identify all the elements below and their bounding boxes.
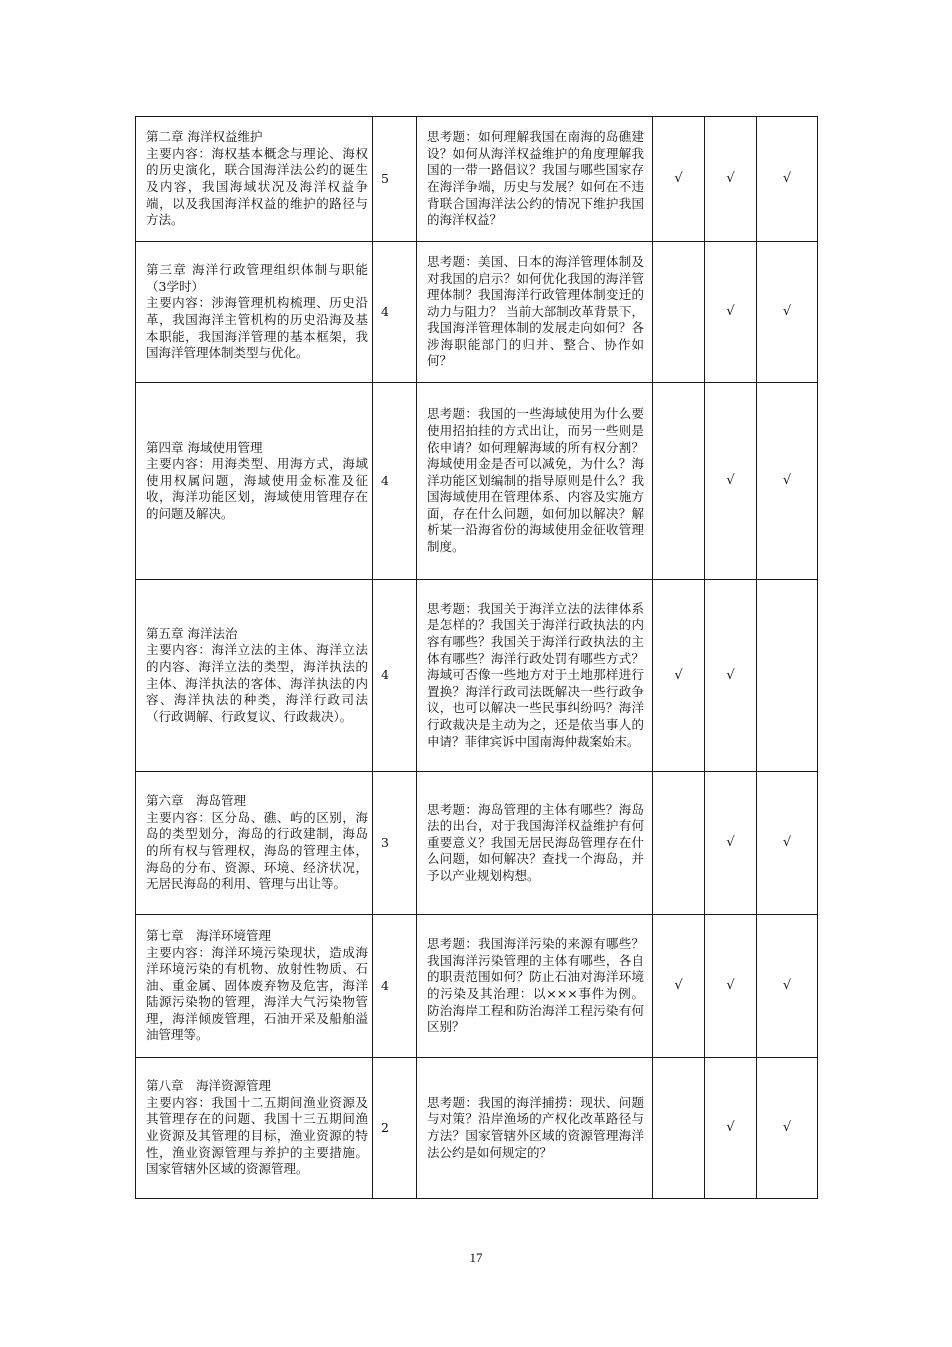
- hours-cell: 3: [373, 772, 417, 915]
- check-mark-cell: [757, 117, 818, 242]
- chapter-title: 第七章 海洋环境管理: [146, 927, 272, 943]
- check-mark-cell: [653, 1058, 705, 1199]
- check-mark: √: [726, 473, 735, 489]
- hours-cell: 4: [373, 383, 417, 580]
- check-mark: √: [726, 1120, 735, 1136]
- chapter-content: 主要内容：我国十二五期间渔业资源及其管理存在的问题、我国十三五期间渔业资源及其管理的目标，渔业资源的特性，渔业资源管理与养护的主要措施。国家管辖外区域的资源管理。: [146, 1094, 368, 1177]
- questions-cell: 思考题：我国的一些海域使用为什么要使用招拍挂的方式出让，而另一些则是依申请？如何理解海域的所有权分割？海域使用金是否可以减免，为什么？海洋功能区划编制的指导原则是什么？我国海域使用在管理体系、内容及实施方面，存在什么问题，如何加以解决？解析某一沿海省份的海域使用金征收管理制度。: [417, 383, 653, 580]
- chapter-cell: [136, 772, 373, 915]
- check-mark-cell: [705, 117, 757, 242]
- hours-cell: 4: [373, 915, 417, 1058]
- table-row: [136, 242, 818, 383]
- chapter-content: 主要内容：海权基本概念与理论、海权的历史演化，联合国海洋法公约的诞生及内容，我国海域状况及海洋权益争端，以及我国海洋权益的维护的路径与方法。: [146, 145, 368, 228]
- chapter-title: 第八章 海洋资源管理: [146, 1078, 272, 1094]
- table-row: [136, 772, 818, 915]
- hours-cell: 4: [373, 242, 417, 383]
- check-mark: √: [674, 667, 683, 683]
- page-number: 17: [469, 1250, 483, 1265]
- check-mark: √: [782, 473, 792, 489]
- table-row: [136, 1058, 818, 1199]
- check-mark-cell: [653, 580, 705, 772]
- check-mark: √: [782, 1120, 792, 1136]
- check-mark-cell: [705, 580, 757, 772]
- check-mark: √: [726, 667, 735, 683]
- chapter-title: 第六章 海岛管理: [146, 793, 247, 809]
- questions-cell: 思考题：海岛管理的主体有哪些？海岛法的出台，对于我国海洋权益维护有何重要意义？我国无居民海岛管理存在什么问题，如何解决？查找一个海岛，并予以产业规划构想。: [417, 772, 653, 915]
- table-row: [136, 915, 818, 1058]
- check-mark: √: [674, 171, 683, 187]
- chapter-cell: [136, 915, 373, 1058]
- check-mark-cell: [653, 383, 705, 580]
- check-mark-cell: [705, 383, 757, 580]
- questions-cell: 思考题：我国关于海洋立法的法律体系是怎样的？我国关于海洋行政执法的内容有哪些？我国关于海洋行政执法的主体有哪些？海洋行政处罚有哪些方式？海域可否像一些地方对于土地那样进行置换？海洋行政司法既解决一些行政争议，也可以解决一些民事纠纷吗？海洋行政裁决是主动为之，还是依当事人的申请？菲律宾诉中国南海仲裁案始末。: [417, 580, 653, 772]
- check-mark-cell: [757, 1058, 818, 1199]
- check-mark-cell: [705, 915, 757, 1058]
- check-mark-cell: [705, 772, 757, 915]
- check-mark: √: [726, 835, 735, 851]
- chapter-cell: [136, 242, 373, 383]
- chapter-title: 第三章 海洋行政管理组织体制与职能 （3学时）: [146, 262, 372, 294]
- check-mark-cell: [757, 915, 818, 1058]
- questions-cell: 思考题：如何理解我国在南海的岛礁建设？如何从海洋权益维护的角度理解我国的一带一路倡议？我国与哪些国家存在海洋争端，历史与发展？如何在不违背联合国海洋法公约的情况下维护我国的海洋权益？: [417, 117, 653, 242]
- check-mark: √: [674, 978, 683, 994]
- chapter-title: 第五章 海洋法治: [146, 625, 238, 641]
- check-mark: √: [782, 835, 792, 851]
- hours-cell: 2: [373, 1058, 417, 1199]
- chapter-cell: [136, 580, 373, 772]
- check-mark-cell: [757, 772, 818, 915]
- check-mark-cell: [653, 772, 705, 915]
- chapter-title: 第四章 海域使用管理: [146, 439, 263, 455]
- hours-cell: 5: [373, 117, 417, 242]
- chapter-content: 主要内容：海洋环境污染现状，造成海洋环境污染的有机物、放射性物质、石油、重金属、固体废弃物及危害，海洋陆源污染物的管理，海洋大气污染物管理，海洋倾废管理，石油开采及船舶溢油管理等。: [146, 944, 368, 1043]
- questions-cell: 思考题：美国、日本的海洋管理体制及对我国的启示？如何优化我国的海洋管理体制？我国海洋行政管理体制变迁的动力与阻力？ 当前大部制改革背景下，我国海洋管理体制的发展走向如何？各涉海职能部门的归并、整合、协作如何？: [417, 242, 653, 383]
- hours-cell: 4: [373, 580, 417, 772]
- chapter-content: 主要内容：涉海管理机构梳理、历史沿革，我国海洋主管机构的历史沿海及基本职能，我国海洋管理的基本框架，我国海洋管理体制类型与优化。: [146, 295, 368, 361]
- check-mark-cell: [757, 242, 818, 383]
- check-mark: √: [726, 978, 735, 994]
- table-row: [136, 580, 818, 772]
- chapter-content: 主要内容：用海类型、用海方式，海域使用权属问题，海域使用金标准及征收，海洋功能区划，海域使用管理存在的问题及解决。: [146, 456, 368, 521]
- questions-cell: 思考题：我国海洋污染的来源有哪些？我国海洋污染管理的主体有哪些，各自的职责范围如何？防止石油对海洋环境的污染及其治理：以×××事件为例。防治海岸工程和防治海洋工程污染有何区别？: [417, 915, 653, 1058]
- check-mark-cell: [757, 383, 818, 580]
- chapter-content: 主要内容：区分岛、礁、屿的区别，海岛的类型划分，海岛的行政建制，海岛的所有权与管理权，海岛的管理主体，海岛的分布、资源、环境、经济状况，无居民海岛的利用、管理与出让等。: [146, 809, 368, 892]
- check-mark: √: [726, 171, 735, 187]
- check-mark-cell: [653, 117, 705, 242]
- check-mark: √: [726, 304, 735, 320]
- table-row: [136, 117, 818, 242]
- course-content-table: [135, 116, 818, 1199]
- check-mark-cell: [705, 242, 757, 383]
- questions-cell: 思考题：我国的海洋捕捞：现状、问题与对策？沿岸渔场的产权化改革路径与方法？国家管辖外区域的资源管理海洋法公约是如何规定的？: [417, 1058, 653, 1199]
- check-mark: √: [782, 978, 792, 994]
- check-mark: √: [782, 304, 792, 320]
- chapter-title: 第二章 海洋权益维护: [146, 129, 263, 145]
- check-mark: √: [782, 171, 792, 187]
- table-row: [136, 383, 818, 580]
- chapter-cell: [136, 1058, 373, 1199]
- check-mark-cell: [653, 915, 705, 1058]
- check-mark-cell: [757, 580, 818, 772]
- check-mark-cell: [653, 242, 705, 383]
- chapter-content: 主要内容：海洋立法的主体、海洋立法的内容、海洋立法的类型，海洋执法的主体、海洋执法的客体、海洋执法的内容、海洋执法的种类，海洋行政司法（行政调解、行政复议、行政裁决）。: [146, 642, 368, 724]
- chapter-cell: [136, 383, 373, 580]
- check-mark-cell: [705, 1058, 757, 1199]
- chapter-cell: [136, 117, 373, 242]
